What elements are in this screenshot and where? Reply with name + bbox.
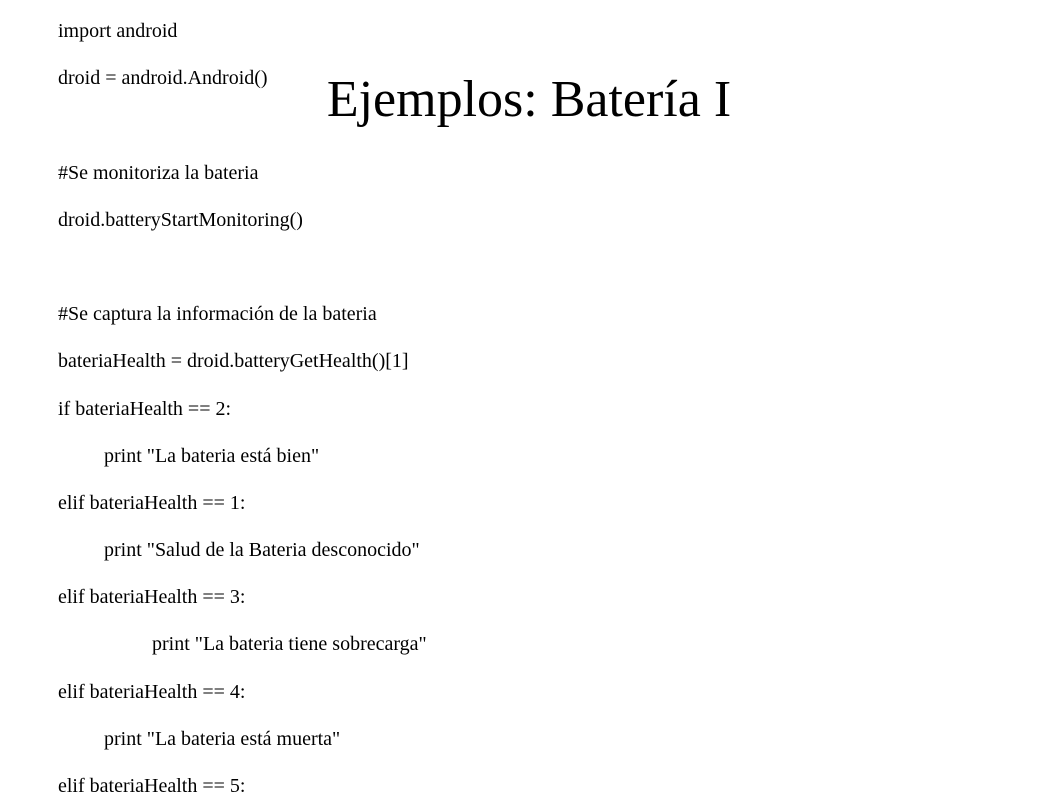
code-line: print "La bateria está bien": [104, 444, 320, 467]
code-line: droid = android.Android(): [58, 67, 268, 90]
code-line: bateriaHealth = droid.batteryGetHealth()[1]: [58, 350, 409, 373]
code-line: elif bateriaHealth == 1:: [58, 491, 246, 514]
slide-title: Ejemplos: Batería I: [326, 71, 732, 128]
code-line: elif bateriaHealth == 4:: [58, 680, 246, 703]
code-line: elif bateriaHealth == 3:: [58, 586, 246, 609]
code-listing: [58, 19, 427, 793]
code-line: [58, 255, 427, 302]
code-line: droid.batteryStartMonitoring(): [58, 208, 303, 231]
code-line: if bateriaHealth == 2:: [58, 397, 232, 420]
code-line: print "La bateria tiene sobrecarga": [152, 633, 427, 656]
code-line: print "Salud de la Bateria desconocido": [104, 539, 420, 562]
code-line: #Se monitoriza la bateria: [58, 161, 259, 184]
code-line: print "La bateria está muerta": [104, 727, 341, 750]
code-line: #Se captura la información de la bateria: [58, 303, 377, 326]
code-line: import android: [58, 20, 178, 42]
code-line: elif bateriaHealth == 5:: [58, 775, 246, 793]
